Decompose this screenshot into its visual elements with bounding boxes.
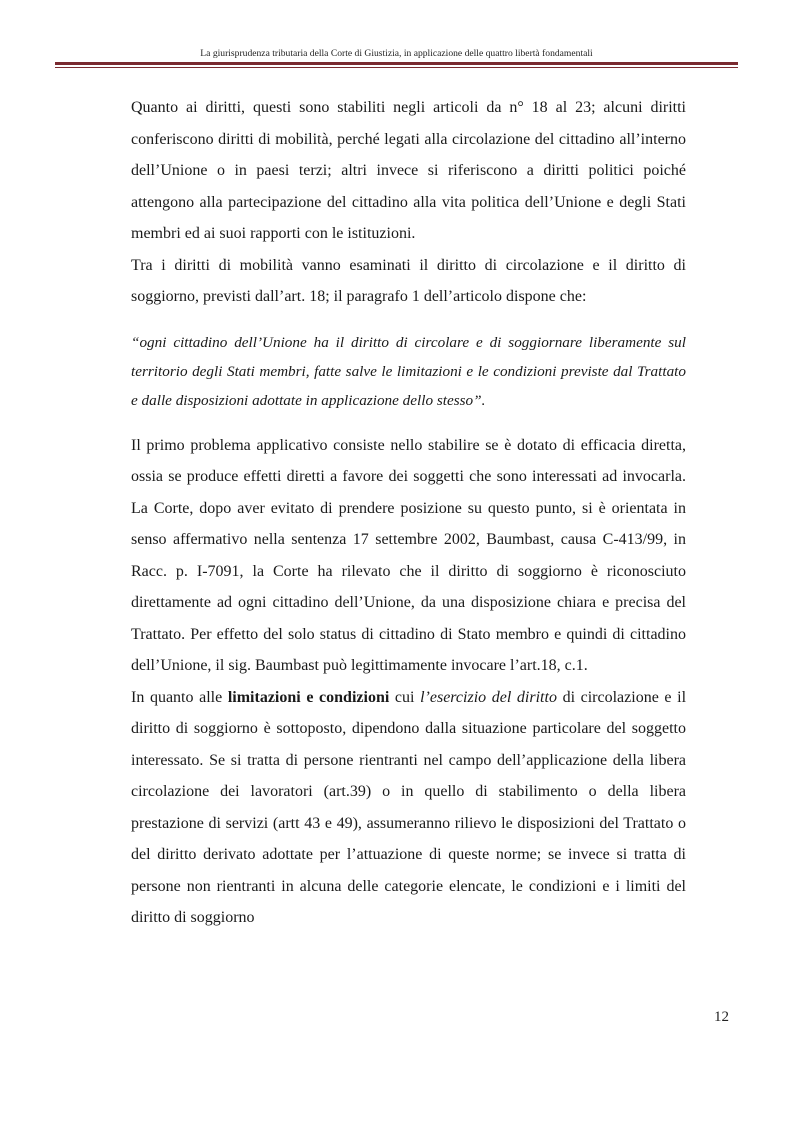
limitations-intro: In quanto alle bbox=[131, 688, 228, 706]
paragraph-mobility-rights: Tra i diritti di mobilità vanno esaminati il diritto di circolazione e il diritto di soggiorno, previsti dall’art. 18; il paragrafo 1 dell’articolo dispone che: bbox=[131, 256, 686, 305]
body-text bbox=[131, 92, 686, 934]
paragraph-direct-effect: Il primo problema applicativo consiste nello stabilire se è dotato di efficacia diretta, ossia se produce effetti diretti a favore dei soggetti che sono interessati ad invocarla. La Corte, dopo aver evitato di prendere posizione su questo punto, si è orientata in senso affermativo nella sentenza 17 settembre 2002, Baumbast, causa C-413/99, in Racc. p. I-7091, la Corte ha rilevato che il diritto di soggiorno è riconosciuto direttamente ad ogni cittadino dell’Unione, da una disposizione chiara e precisa del Trattato. Per effetto del solo status di cittadino di Stato membro e quindi di cittadino dell’Unione, il sig. Baumbast può legittimamente invocare l’art.18, c.1. bbox=[131, 436, 686, 674]
page-number: 12 bbox=[714, 1009, 729, 1025]
limitations-rest: di circolazione e il diritto di soggiorno è sottoposto, dipendono dalla situazione particolare del soggetto interessato. Se si tratta di persone rientranti nel campo dell’applicazione della libera circolazione dei lavoratori (art.39) o in quello di stabilimento o della libera prestazione di servizi (artt 43 e 49), assumeranno rilievo le disposizioni del Trattato o del diritto derivato adottate per l’attuazione di queste norme; se invece si tratta di persone non rientranti in alcuna delle categorie elencate, le condizioni e i limiti del diritto di soggiorno bbox=[131, 688, 687, 926]
limitations-bold-term: limitazioni e condizioni bbox=[227, 688, 390, 706]
header-rule-thin bbox=[55, 67, 738, 68]
header-rule-thick bbox=[55, 62, 738, 65]
limitations-connector: cui bbox=[389, 688, 421, 706]
limitations-italic-term: l’esercizio del diritto bbox=[420, 688, 557, 706]
quoted-article-18: “ogni cittadino dell’Unione ha il diritto di circolare e di soggiornare liberamente sul territorio degli Stati membri, fatte salve le limitazioni e le condizioni previste dal Trattato e dalle disposizioni adottate in applicazione dello stesso”. bbox=[131, 333, 686, 409]
paragraph-limitations bbox=[131, 682, 686, 934]
paragraph-rights-overview: Quanto ai diritti, questi sono stabiliti negli articoli da n° 18 al 23; alcuni diritti conferiscono diritti di mobilità, perché legati alla circolazione del cittadino all’interno dell’Unione o in paesi terzi; altri invece si riferiscono a diritti politici poiché attengono alla partecipazione del cittadino alla vita politica dell’Unione e degli Stati membri ed ai suoi rapporti con le istituzioni. bbox=[131, 99, 686, 242]
running-header: La giurisprudenza tributaria della Corte di Giustizia, in applicazione delle quattro libertà fondamentali bbox=[200, 48, 593, 59]
